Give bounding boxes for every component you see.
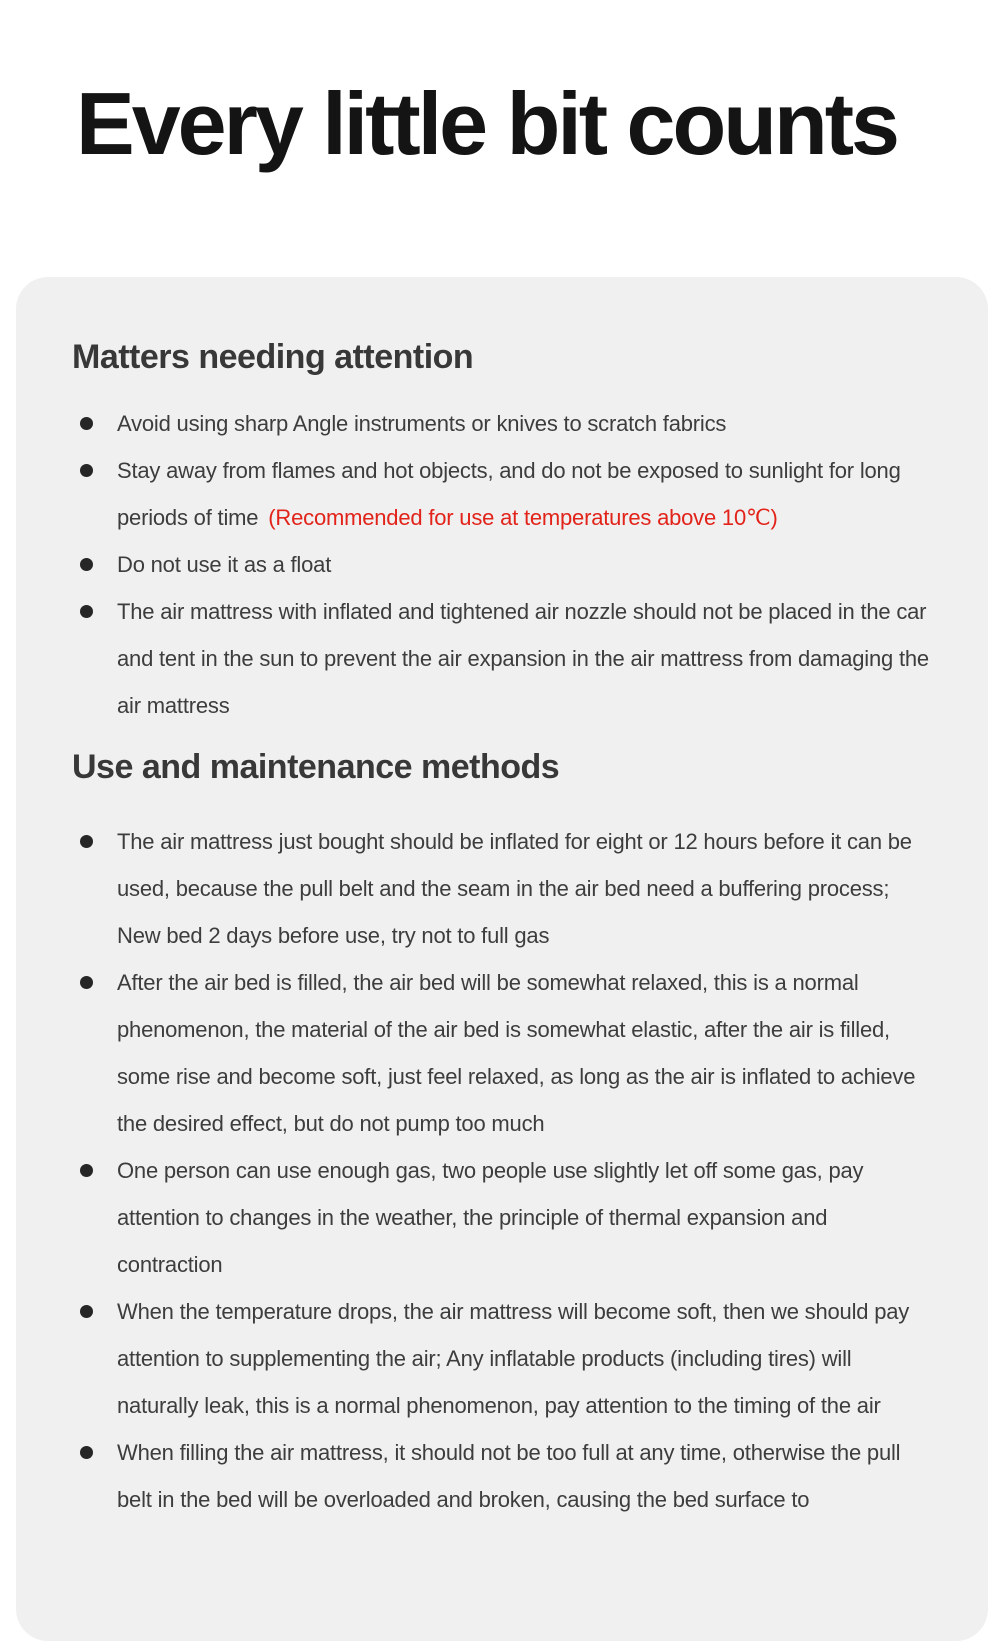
list-item (72, 541, 935, 588)
section-use-and-maintenance (72, 743, 935, 1523)
bullet-text: After the air bed is filled, the air bed will be somewhat relaxed, this is a normal phenomenon, the material of the air bed is somewhat elastic, after the air is filled, some rise and become soft, just feel relaxed, as long as the air is inflated to achieve the desired effect, but do not pump too much (117, 970, 916, 1136)
bullet-dot-icon (80, 558, 93, 571)
bullet-dot-icon (80, 835, 93, 848)
list-item (72, 1147, 935, 1288)
section-matters-needing-attention (72, 333, 935, 729)
bullet-dot-icon (80, 976, 93, 989)
temperature-note: (Recommended for use at temperatures above 10℃) (268, 505, 778, 530)
section-heading-attention: Matters needing attention (72, 338, 474, 376)
bullet-text: When the temperature drops, the air mattress will become soft, then we should pay attention to supplementing the air; Any inflatable products (including tires) will naturally leak, this is a normal phenomenon, pay attention to the timing of the air (117, 1299, 910, 1418)
bullet-dot-icon (80, 605, 93, 618)
list-item (72, 1429, 935, 1523)
list-item (72, 1288, 935, 1429)
list-item (72, 959, 935, 1147)
list-item (72, 400, 935, 447)
bullet-text: The air mattress with inflated and tightened air nozzle should not be placed in the car and tent in the sun to prevent the air expansion in the air mattress from damaging the air mattress (117, 599, 929, 718)
bullet-text: The air mattress just bought should be inflated for eight or 12 hours before it can be used, because the pull belt and the seam in the air bed need a buffering process; New bed 2 days before use, try not to full gas (117, 829, 912, 948)
maintenance-bullet-list (72, 818, 935, 1523)
bullet-text: Stay away from flames and hot objects, and do not be exposed to sunlight for long periods of time (117, 458, 901, 530)
section-heading-maintenance: Use and maintenance methods (72, 748, 560, 786)
list-item (72, 447, 935, 541)
attention-bullet-list (72, 400, 935, 729)
bullet-text: Avoid using sharp Angle instruments or knives to scratch fabrics (117, 411, 727, 436)
bullet-text: When filling the air mattress, it should not be too full at any time, otherwise the pull belt in the bed will be overloaded and broken, causing the bed surface to (117, 1440, 901, 1512)
info-card (16, 277, 988, 1641)
bullet-dot-icon (80, 1446, 93, 1459)
list-item (72, 818, 935, 959)
bullet-dot-icon (80, 1305, 93, 1318)
bullet-text: Do not use it as a float (117, 552, 332, 577)
bullet-dot-icon (80, 417, 93, 430)
list-item (72, 588, 935, 729)
page-title: Every little bit counts (76, 74, 897, 173)
bullet-dot-icon (80, 1164, 93, 1177)
bullet-dot-icon (80, 464, 93, 477)
bullet-text: One person can use enough gas, two people use slightly let off some gas, pay attention to changes in the weather, the principle of thermal expansion and contraction (117, 1158, 864, 1277)
